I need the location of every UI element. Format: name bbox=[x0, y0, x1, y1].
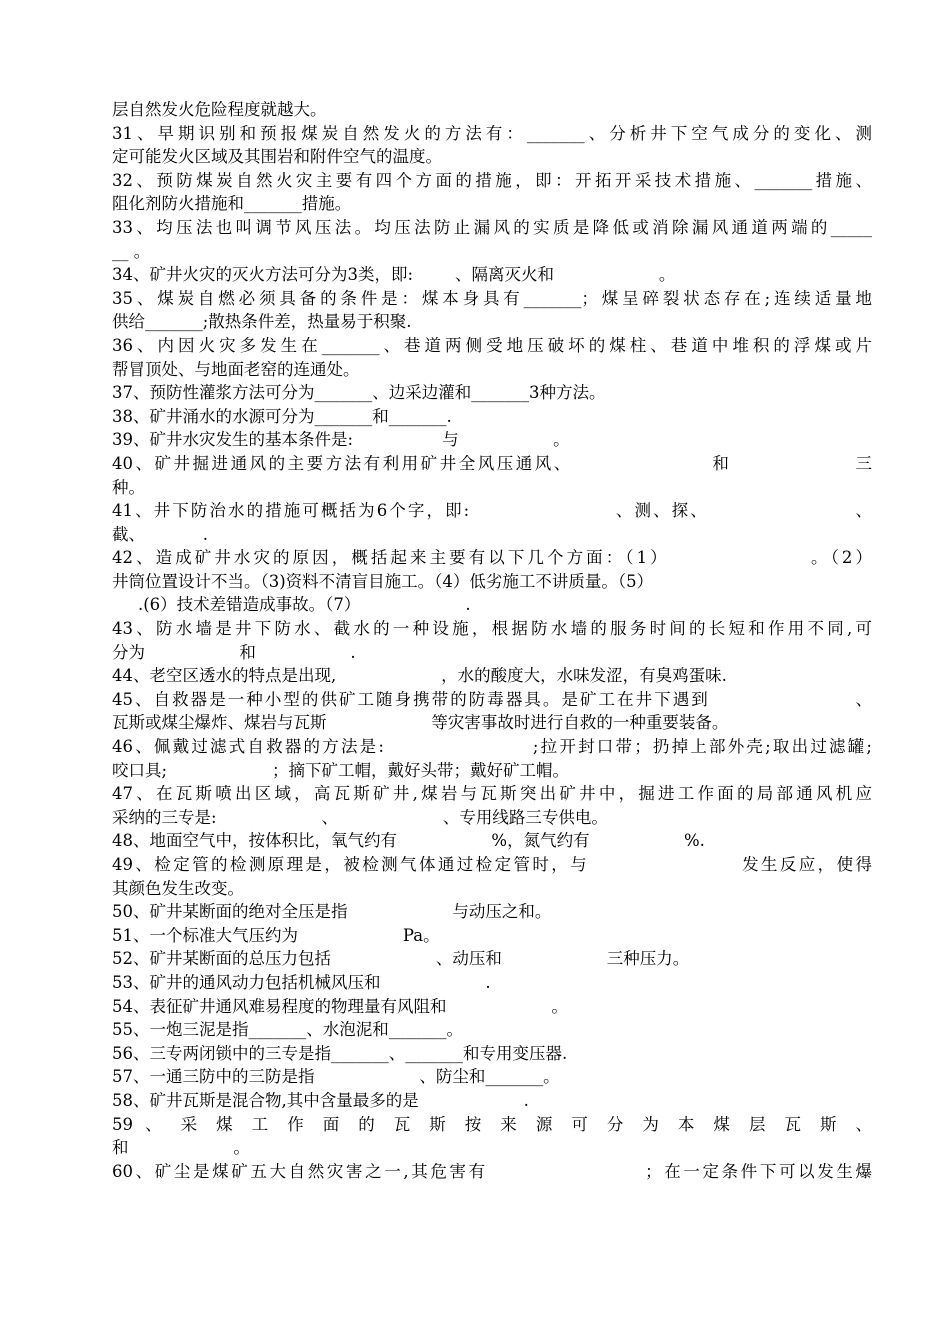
text-line: 52、矿井某断面的总压力包括 、动压和 三种压力。 bbox=[112, 949, 690, 969]
text-line: 32、预防煤炭自然火灾主要有四个方面的措施，即：开拓开采技术措施、_______措施、 bbox=[112, 170, 872, 190]
text-line: 帮冒顶处、与地面老窑的连通处。 bbox=[112, 359, 360, 379]
text-line: 和 。 bbox=[112, 1138, 250, 1158]
text-line: 53、矿井的通风动力包括机械风压和 . bbox=[112, 972, 491, 992]
text-line: 44、老空区透水的特点是出现, ，水的酸度大，水味发涩，有臭鸡蛋味. bbox=[112, 666, 727, 686]
text-line: 35、煤炭自燃必须具备的条件是：煤本身具有_______；煤呈碎裂状态存在;连续适量地 bbox=[112, 288, 872, 308]
text-line: 45、自救器是一种小型的供矿工随身携带的防毒器具。是矿工在井下遇到 、 bbox=[112, 689, 872, 709]
text-line: 31、早期识别和预报煤炭自然发火的方法有：_______、分析井下空气成分的变化、测 bbox=[112, 123, 872, 143]
text-line: 50、矿井某断面的绝对全压是指 与动压之和。 bbox=[112, 902, 552, 922]
text-line: 38、矿井涌水的水源可分为_______和_______. bbox=[112, 406, 452, 426]
text-line: 56、三专两闭锁中的三专是指_______、_______和专用变压器. bbox=[112, 1043, 568, 1063]
text-line: 58、矿井瓦斯是混合物,其中含量最多的是 . bbox=[112, 1090, 529, 1110]
text-line: 供给_______;散热条件差，热量易于积聚. bbox=[112, 312, 412, 332]
text-line: 咬口具; ；摘下矿工帽，戴好头带；戴好矿工帽。 bbox=[112, 760, 569, 780]
text-line: 51、一个标准大气压约为 Pa。 bbox=[112, 925, 440, 945]
text-line: 截、 . bbox=[112, 524, 208, 544]
text-line: __ 。 bbox=[112, 241, 151, 261]
text-line: 55、一炮三泥是指_______、水泡泥和_______。 bbox=[112, 1020, 463, 1040]
text-line: 41、井下防治水的措施可概括为6个字，即: 、测、探、 、 bbox=[112, 501, 872, 521]
text-line: 其颜色发生改变。 bbox=[112, 878, 244, 898]
text-line: 定可能发火区域及其围岩和附件空气的温度。 bbox=[112, 147, 442, 167]
text-line: 42、造成矿井水灾的原因，概括起来主要有以下几个方面：（1） 。（2） bbox=[112, 548, 872, 568]
text-line: 59 、 采 煤 工 作 面 的 瓦 斯 按 来 源 可 分 为 本 煤 层 瓦 斯 、 bbox=[112, 1114, 872, 1134]
text-line: 54、表征矿井通风难易程度的物理量有风阻和 。 bbox=[112, 996, 568, 1016]
text-line: 36、内因火灾多发生在_______、巷道两侧受地压破坏的煤柱、巷道中堆积的浮煤或片 bbox=[112, 335, 872, 355]
text-line: 57、一通三防中的三防是指 、防尘和_______。 bbox=[112, 1067, 560, 1087]
text-line: 层自然发火危险程度就越大。 bbox=[112, 100, 327, 119]
text-line: 阻化剂防火措施和_______措施。 bbox=[112, 194, 352, 214]
text-line: 48、地面空气中，按体积比，氧气约有 %，氮气约有 %. bbox=[112, 831, 705, 851]
text-line: 种。 bbox=[112, 477, 145, 497]
text-line: 34、矿井火灾的灭火方法可分为3类，即: 、隔离灭火和 。 bbox=[112, 265, 676, 285]
text-line: 37、预防性灌浆方法可分为_______、边采边灌和_______3种方法。 bbox=[112, 383, 606, 403]
text-line: 分为 和 . bbox=[112, 642, 356, 662]
text-line: 43、防水墙是井下防水、截水的一种设施，根据防水墙的服务时间的长短和作用不同,可 bbox=[112, 619, 872, 639]
text-line: 瓦斯或煤尘爆炸、煤岩与瓦斯 等灾害事故时进行自救的一种重要装备。 bbox=[112, 713, 729, 733]
text-line: 33、均压法也叫调节风压法。均压法防止漏风的实质是降低或消除漏风通道两端的_____ bbox=[112, 217, 872, 237]
text-line: 60、矿尘是煤矿五大自然灾害之一,其危害有 ；在一定条件下可以发生爆 bbox=[112, 1161, 872, 1181]
text-line: 采纳的三专是: 、 、专用线路三专供电。 bbox=[112, 807, 608, 827]
text-line: 39、矿井水灾发生的基本条件是: 与 。 bbox=[112, 430, 570, 450]
text-line: 40、矿井掘进通风的主要方法有利用矿井全风压通风、 和 三 bbox=[112, 453, 872, 473]
text-line: 47、在瓦斯喷出区域，高瓦斯矿井,煤岩与瓦斯突出矿井中，掘进工作面的局部通风机应 bbox=[112, 784, 872, 804]
text-line: 井筒位置设计不当。（3)资料不清盲目施工。（4）低劣施工不讲质量。（5） bbox=[112, 571, 654, 591]
text-line: 49、检定管的检测原理是，被检测气体通过检定管时，与 发生反应，使得 bbox=[112, 855, 872, 874]
text-line: .(6）技术差错造成事故。（7） . bbox=[138, 595, 471, 615]
document-body bbox=[112, 98, 872, 1183]
text-line: 46、佩戴过滤式自救器的方法是: ;拉开封口带；扔掉上部外壳;取出过滤罐; bbox=[112, 737, 872, 757]
